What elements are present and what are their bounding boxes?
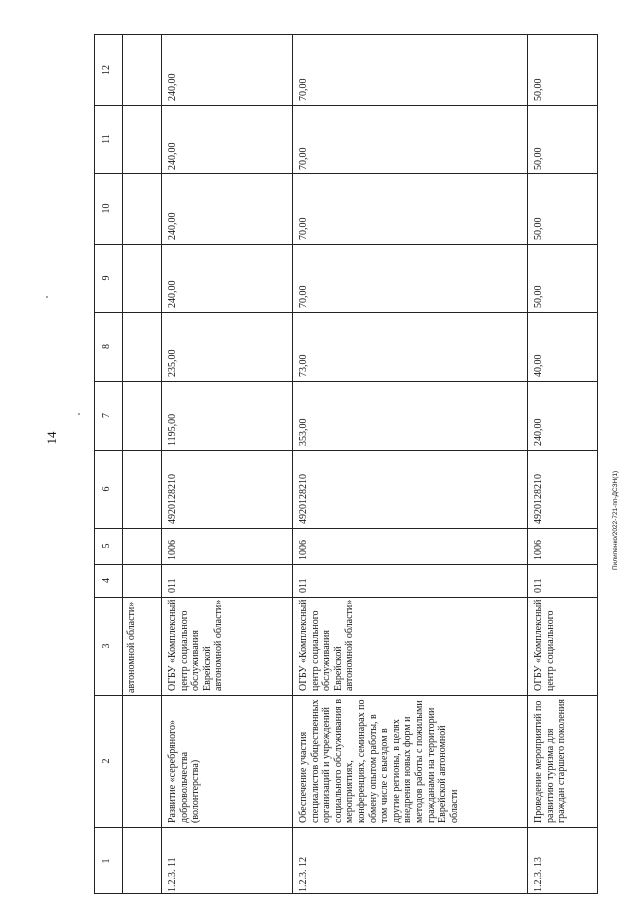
row13-col6: 4920128210	[533, 474, 544, 524]
row11-col11: 240,00	[167, 142, 178, 170]
header-col-10: 10	[101, 203, 112, 214]
header-col-8: 8	[101, 344, 112, 349]
budget-table	[94, 34, 598, 894]
header-col-11: 11	[101, 134, 112, 144]
header-col-6: 6	[101, 486, 112, 492]
row12-col10: 70,00	[298, 217, 309, 240]
column-border	[95, 105, 597, 106]
row12-col11: 70,00	[298, 147, 309, 170]
row11-col5: 1006	[167, 540, 178, 560]
column-border	[95, 827, 597, 828]
row13-executor: ОГБУ «Комплексный центр социального	[533, 599, 556, 691]
column-border	[95, 597, 597, 598]
scan-speck	[78, 413, 80, 415]
document-footer-code: Пилипенко/2022-721-пп-ДСЗН(1)	[612, 470, 619, 570]
header-col-2: 2	[101, 758, 112, 764]
executor-continuation: автономной области»	[126, 601, 137, 693]
column-border	[95, 695, 597, 696]
row13-col12: 50,00	[533, 78, 544, 101]
row12-col7: 353,00	[298, 418, 309, 446]
column-border	[95, 244, 597, 245]
row12-executor: ОГБУ «Комплексный центр социального обслуживания Еврейской автономной области»	[298, 599, 356, 691]
row11-col12: 240,00	[167, 73, 178, 101]
row13-col5: 1006	[533, 540, 544, 560]
row13-col11: 50,00	[533, 147, 544, 170]
row13-col9: 50,00	[533, 285, 544, 308]
column-border	[95, 381, 597, 382]
column-border	[95, 528, 597, 529]
row12-col5: 1006	[298, 540, 309, 560]
header-col-4: 4	[101, 578, 112, 583]
row11-col9: 240,00	[167, 280, 178, 308]
column-border	[95, 312, 597, 313]
row13-col8: 40,00	[533, 354, 544, 377]
row12-col12: 70,00	[298, 78, 309, 101]
row-border	[161, 35, 162, 893]
column-border	[95, 173, 597, 174]
row13-col4: 011	[533, 578, 544, 593]
row11-executor: ОГБУ «Комплексный центр социального обслуживания Еврейской автономной области»	[167, 599, 225, 691]
header-col-9: 9	[101, 275, 112, 281]
row13-event: Проведение мероприятий по развитию туризма для граждан старшего поколения	[533, 699, 568, 823]
header-col-12: 12	[101, 65, 112, 75]
row12-col9: 70,00	[298, 285, 309, 308]
header-col-5: 5	[101, 543, 112, 549]
row11-col10: 240,00	[167, 212, 178, 240]
row-border	[527, 35, 528, 893]
row12-event: Обеспечение участия специалистов общественных организаций и учреждений социального обслуживания в мероприятиях, конференциях, семинарах по обмену опытом работы, в том числе с выездом в другие регионы, в целях внедрения новых форм и методов работы с пожилыми гражданами на территории Еврейской автономной области	[298, 698, 460, 823]
row13-number: 1.2.3. 13	[533, 857, 544, 892]
row13-col10: 50,00	[533, 217, 544, 240]
header-col-3: 3	[101, 643, 112, 649]
row12-number: 1.2.3. 12	[298, 857, 309, 892]
scan-speck	[46, 296, 48, 298]
header-col-7: 7	[101, 413, 112, 418]
row11-col4: 011	[167, 578, 178, 593]
row12-col8: 73,00	[298, 354, 309, 377]
row11-col6: 4920128210	[167, 474, 178, 524]
row13-col7: 240,00	[533, 418, 544, 446]
header-col-1: 1	[101, 858, 112, 864]
row-border	[292, 35, 293, 893]
row12-col6: 4920128210	[298, 474, 309, 524]
header-band-border	[122, 35, 123, 893]
row11-number: 1.2.3. 11	[167, 857, 178, 892]
page-number: 14	[44, 431, 59, 445]
row11-col8: 235,00	[167, 349, 178, 377]
row11-col7: 1195,00	[167, 413, 178, 446]
row11-event: Развитие «серебряного» добровольчества (волонтерства)	[167, 719, 202, 823]
row12-col4: 011	[298, 578, 309, 593]
